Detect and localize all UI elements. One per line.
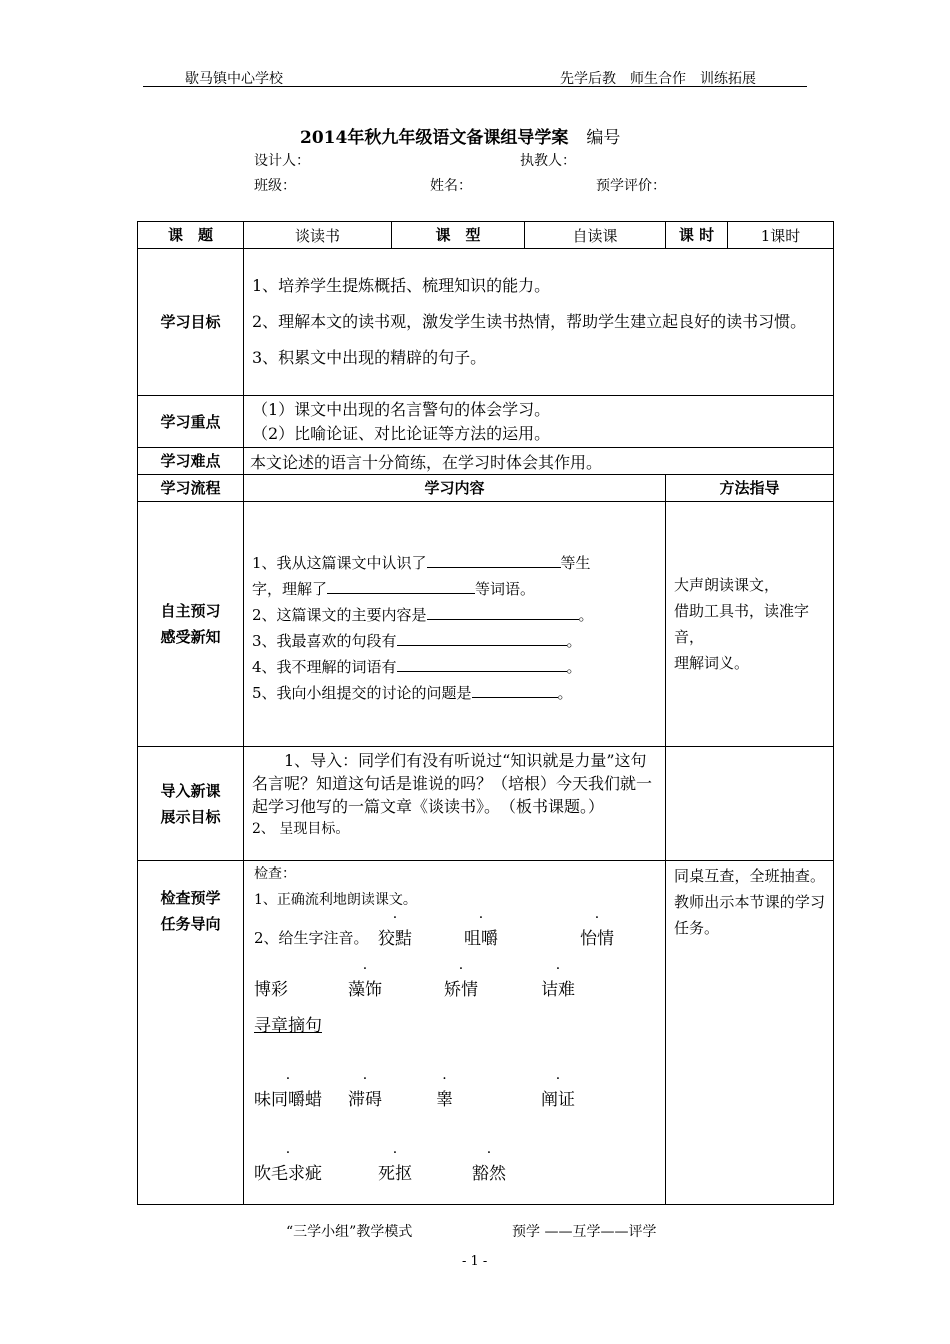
word-13 [254,1159,322,1184]
word-14-text: 死抠 [378,1164,412,1184]
word-4: 博彩 [254,980,288,1000]
eval-label: 预学评价： [596,178,666,194]
word-12-text: 阐证 [541,1090,575,1110]
word-8: 寻章摘句 [254,1016,322,1036]
word-3-text: 怡情 [580,929,614,949]
preview-content: 1、我从这篇课文中认识了 等生 字，理解了 等词语。 2、这篇课文的主要内容是 。 3、我最喜欢的句段有 。 4、我不理解的词语有 。 5、我向小组提交的讨论的问题是 。 [244,502,666,747]
blank [397,629,567,646]
hours-label: 课 时 [666,222,728,249]
intro-text-2: 2、 呈现目标。 [252,821,350,837]
word-9-text: 味同嚼蜡 [254,1090,322,1110]
flow-label: 学习流程 [138,475,244,502]
focus-label: 学习重点 [138,396,244,448]
footer-left: “三学小组”教学模式 [286,1224,413,1240]
school-name: 歇马镇中心学校 [185,71,283,87]
word-5-text: 藻饰 [348,980,382,1000]
check-item-2: 2、给生字注音。 [254,929,369,947]
designer-label: 设计人： [254,153,310,169]
word-14 [378,1159,412,1184]
objective-1: 1、培养学生提炼概括、梳理知识的能力。 [252,276,551,295]
word-11 [436,1085,453,1110]
content-label: 学习内容 [244,475,666,502]
word-6-text: 矫情 [444,980,478,1000]
blank [427,551,561,568]
blank [397,655,567,672]
difficulty-row [138,448,834,475]
intro-label-1: 导入新课 [160,781,221,800]
doc-title-row [300,123,620,148]
intro-method [666,747,834,861]
objectives-row [138,249,834,396]
word-15-text: 豁然 [472,1164,506,1184]
preview-item-5: 5、我向小组提交的讨论的问题是 [252,684,472,702]
check-title: 检查： [254,866,296,882]
intro-label-2: 展示目标 [160,807,221,826]
check-label-1: 检查预学 [160,889,221,907]
word-5 [348,975,382,1000]
check-label [138,861,244,1205]
objective-3: 3、积累文中出现的精辟的句子。 [252,348,487,367]
preview-item-1: 1、我从这篇课文中认识了 [252,554,427,572]
word-1 [378,924,412,949]
objectives-label: 学习目标 [138,249,244,396]
focus-cell [244,396,834,448]
preview-row [138,502,834,747]
preview-method-1: 大声朗读课文， [674,576,780,594]
word-2 [464,924,498,949]
objective-2: 2、理解本文的读书观，激发学生读书热情，帮助学生建立起良好的读书习惯。 [252,312,807,331]
word-6 [444,975,478,1000]
objectives-cell [244,249,834,396]
page-number: - 1 - [462,1254,488,1269]
check-item-1: 1、正确流利地朗读课文。 [254,892,417,908]
method-label: 方法指导 [666,475,834,502]
word-2-text: 咀嚼 [464,929,498,949]
preview-method [666,502,834,747]
footer-right: 预学 ——互学——评学 [512,1224,657,1240]
preview-method-3: 理解词义。 [674,654,750,672]
intro-row [138,747,834,861]
word-15 [472,1159,506,1184]
word-11-text: 睾 [436,1090,453,1110]
topic-value: 谈读书 [244,222,392,249]
teacher-label: 执教人： [520,153,576,169]
blank [327,577,475,594]
type-label: 课 型 [392,222,525,249]
type-value: 自读课 [525,222,666,249]
focus-row [138,396,834,448]
blank [427,603,579,620]
motto-1: 先学后教 [560,71,616,87]
word-1-text: 狡黠 [378,929,412,949]
class-label: 班级： [254,178,296,194]
blank [472,681,558,698]
word-7 [541,975,575,1000]
word-13-text: 吹毛求疵 [254,1164,322,1184]
check-content [244,861,666,1205]
preview-label [138,502,244,747]
check-label-2: 任务导向 [160,915,221,933]
doc-number-label: 编号 [586,128,621,148]
flow-header-row [138,475,834,502]
word-9 [254,1085,322,1110]
topic-label: 课 题 [138,222,244,249]
difficulty-label: 学习难点 [138,448,244,475]
intro-label [138,747,244,861]
focus-1: （1）课文中出现的名言警句的体会学习。 [252,399,551,419]
motto-3: 训练拓展 [700,71,756,87]
preview-label-1: 自主预习 [160,602,221,620]
preview-item-1-end: 等词语。 [475,580,536,598]
word-10 [348,1085,382,1110]
doc-title: 2014年秋九年级语文备课组导学案 [300,128,569,148]
preview-label-2: 感受新知 [160,628,221,646]
check-method: 同桌互查，全班抽查。教师出示本节课的学习任务。 [666,861,834,1205]
preview-item-4: 4、我不理解的词语有 [252,658,397,676]
difficulty-text: 本文论述的语言十分简练，在学习时体会其作用。 [244,448,834,475]
topic-row [138,222,834,249]
preview-item-2: 2、这篇课文的主要内容是 [252,606,427,624]
hours-value: 1课时 [728,222,834,249]
preview-item-3: 3、我最喜欢的句段有 [252,632,397,650]
intro-content [244,747,666,861]
word-10-text: 滞碍 [348,1090,382,1110]
word-7-text: 诘难 [541,980,575,1000]
lesson-plan-table [137,221,834,1205]
preview-method-2: 借助工具书，读准字音， [674,602,810,646]
name-label: 姓名： [430,178,472,194]
intro-text: 1、导入：同学们有没有听说过“知识就是力量”这句名言呢？知道这句话是谁说的吗？（培根）今天我们就一起学习他写的一篇文章《谈读书》。 （板书课题。） [252,751,653,816]
header-motto [560,68,770,88]
check-row [138,861,834,1205]
word-3 [580,924,614,949]
focus-2: （2）比喻论证、对比论证等方法的运用。 [252,423,551,443]
header-rule [143,86,807,87]
word-12 [541,1085,575,1110]
motto-2: 师生合作 [630,71,686,87]
